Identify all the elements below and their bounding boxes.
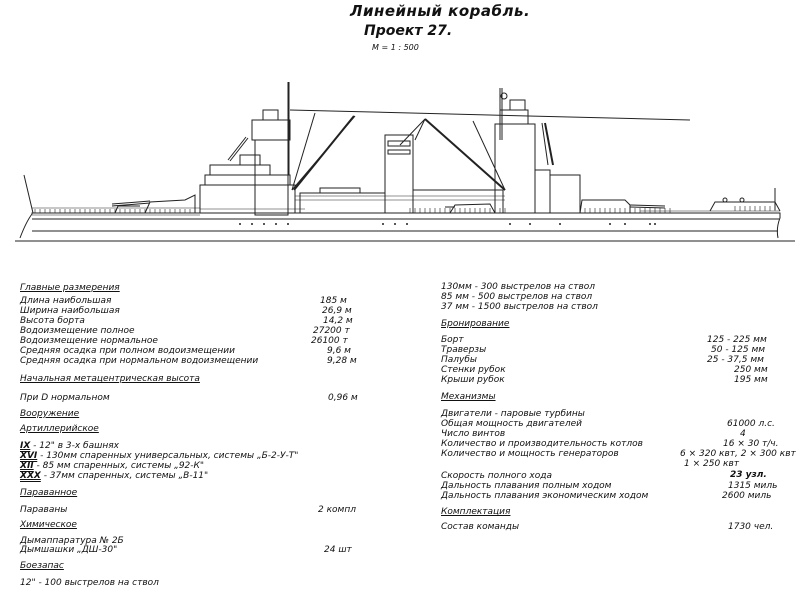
scale-label: М = 1 : 500: [372, 43, 419, 52]
spec-value: 250 мм: [734, 365, 768, 375]
spec-label: Дымаппаратура № 2Б: [20, 536, 124, 546]
spec-label: Палубы: [441, 355, 478, 365]
spec-value: 9,28 м: [327, 356, 357, 366]
heading-chemical: Химическое: [20, 520, 77, 530]
spec-value: 61000 л.с.: [727, 419, 775, 429]
ammo-line: 12" - 100 выстрелов на ствол: [20, 578, 159, 588]
spec-label: Скорость полного хода: [441, 471, 553, 481]
spec-label: Состав команды: [441, 522, 520, 532]
spec-value: 125 - 225 мм: [707, 335, 767, 345]
spec-label: Длина наибольшая: [20, 296, 112, 306]
spec-label: Водоизмещение полное: [20, 326, 135, 336]
spec-label: Дальность плавания полным ходом: [441, 481, 612, 491]
spec-value: 23 узл.: [730, 470, 767, 480]
spec-value: 6 × 320 квт, 2 × 300 квт: [680, 449, 796, 459]
artillery-item: XVI - 130мм спаренных универсальных, системы „Б-2-У-Т": [20, 451, 299, 461]
spec-label: Стенки рубок: [441, 365, 506, 375]
spec-label: При D нормальном: [20, 393, 110, 403]
spec-label: Дальность плавания экономическим ходом: [441, 491, 649, 501]
spec-value: 26100 т: [311, 336, 348, 346]
spec-value: 0,96 м: [328, 393, 358, 403]
spec-value: 1 × 250 квт: [684, 459, 740, 469]
spec-value: 4: [740, 429, 746, 439]
battleship-side-view-icon: [0, 0, 800, 270]
heading-artillery: Артиллерийское: [20, 424, 99, 434]
spec-label: Борт: [441, 335, 464, 345]
spec-value: 1315 миль: [728, 481, 778, 491]
spec-label: Водоизмещение нормальное: [20, 336, 158, 346]
spec-value: 27200 т: [313, 326, 350, 336]
spec-label: Количество и мощность генераторов: [441, 449, 619, 459]
spec-label: Средняя осадка при нормальном водоизмещении: [20, 356, 259, 366]
artillery-item: XII - 85 мм спаренных, системы „92-К": [20, 461, 205, 471]
spec-label: Количество и производительность котлов: [441, 439, 643, 449]
heading-armor: Бронирование: [441, 319, 510, 329]
spec-label: Параваны: [20, 505, 68, 515]
spec-value: 25 - 37,5 мм: [707, 355, 764, 365]
spec-label: Дымшашки „ДШ-30": [20, 545, 118, 555]
spec-value: 185 м: [320, 296, 347, 306]
spec-value: 50 - 125 мм: [711, 345, 766, 355]
artillery-item: XXX - 37мм спаренных, системы „В-11": [20, 471, 209, 481]
spec-label: Средняя осадка при полном водоизмещении: [20, 346, 235, 356]
spec-value: 195 мм: [734, 375, 768, 385]
spec-label: Высота борта: [20, 316, 85, 326]
artillery-item: IX - 12" в 3-х башнях: [20, 441, 119, 451]
heading-armament: Вооружение: [20, 409, 80, 419]
heading-main-dimensions: Главные размерения: [20, 283, 120, 293]
spec-value: 2 компл: [318, 505, 356, 515]
spec-label: Двигатели - паровые турбины: [441, 409, 585, 419]
heading-paravane: Параванное: [20, 488, 78, 498]
heading-complement: Комплектация: [441, 507, 511, 517]
ammo-line: 37 мм - 1500 выстрелов на ствол: [441, 302, 598, 312]
spec-label: Траверзы: [441, 345, 487, 355]
spec-value: 1730 чел.: [728, 522, 774, 532]
ammo-line: 85 мм - 500 выстрелов на ствол: [441, 292, 593, 302]
spec-value: 26,9 м: [322, 306, 352, 316]
spec-label: Крыши рубок: [441, 375, 505, 385]
spec-label: Ширина наибольшая: [20, 306, 120, 316]
spec-value: 2600 миль: [722, 491, 772, 501]
ammo-line: 130мм - 300 выстрелов на ствол: [441, 282, 596, 292]
spec-label: Число винтов: [441, 429, 506, 439]
project-subtitle: Проект 27.: [364, 23, 453, 39]
spec-value: 24 шт: [324, 545, 352, 555]
spec-label: Общая мощность двигателей: [441, 419, 582, 429]
heading-machinery: Механизмы: [441, 392, 496, 402]
spec-value: 14,2 м: [323, 316, 353, 326]
heading-metacentric-height: Начальная метацентрическая высота: [20, 374, 200, 384]
spec-value: 9,6 м: [327, 346, 351, 356]
drawing-title: Линейный корабль.: [350, 2, 531, 20]
spec-value: 16 × 30 т/ч.: [723, 439, 779, 449]
heading-ammunition: Боезапас: [20, 561, 64, 571]
